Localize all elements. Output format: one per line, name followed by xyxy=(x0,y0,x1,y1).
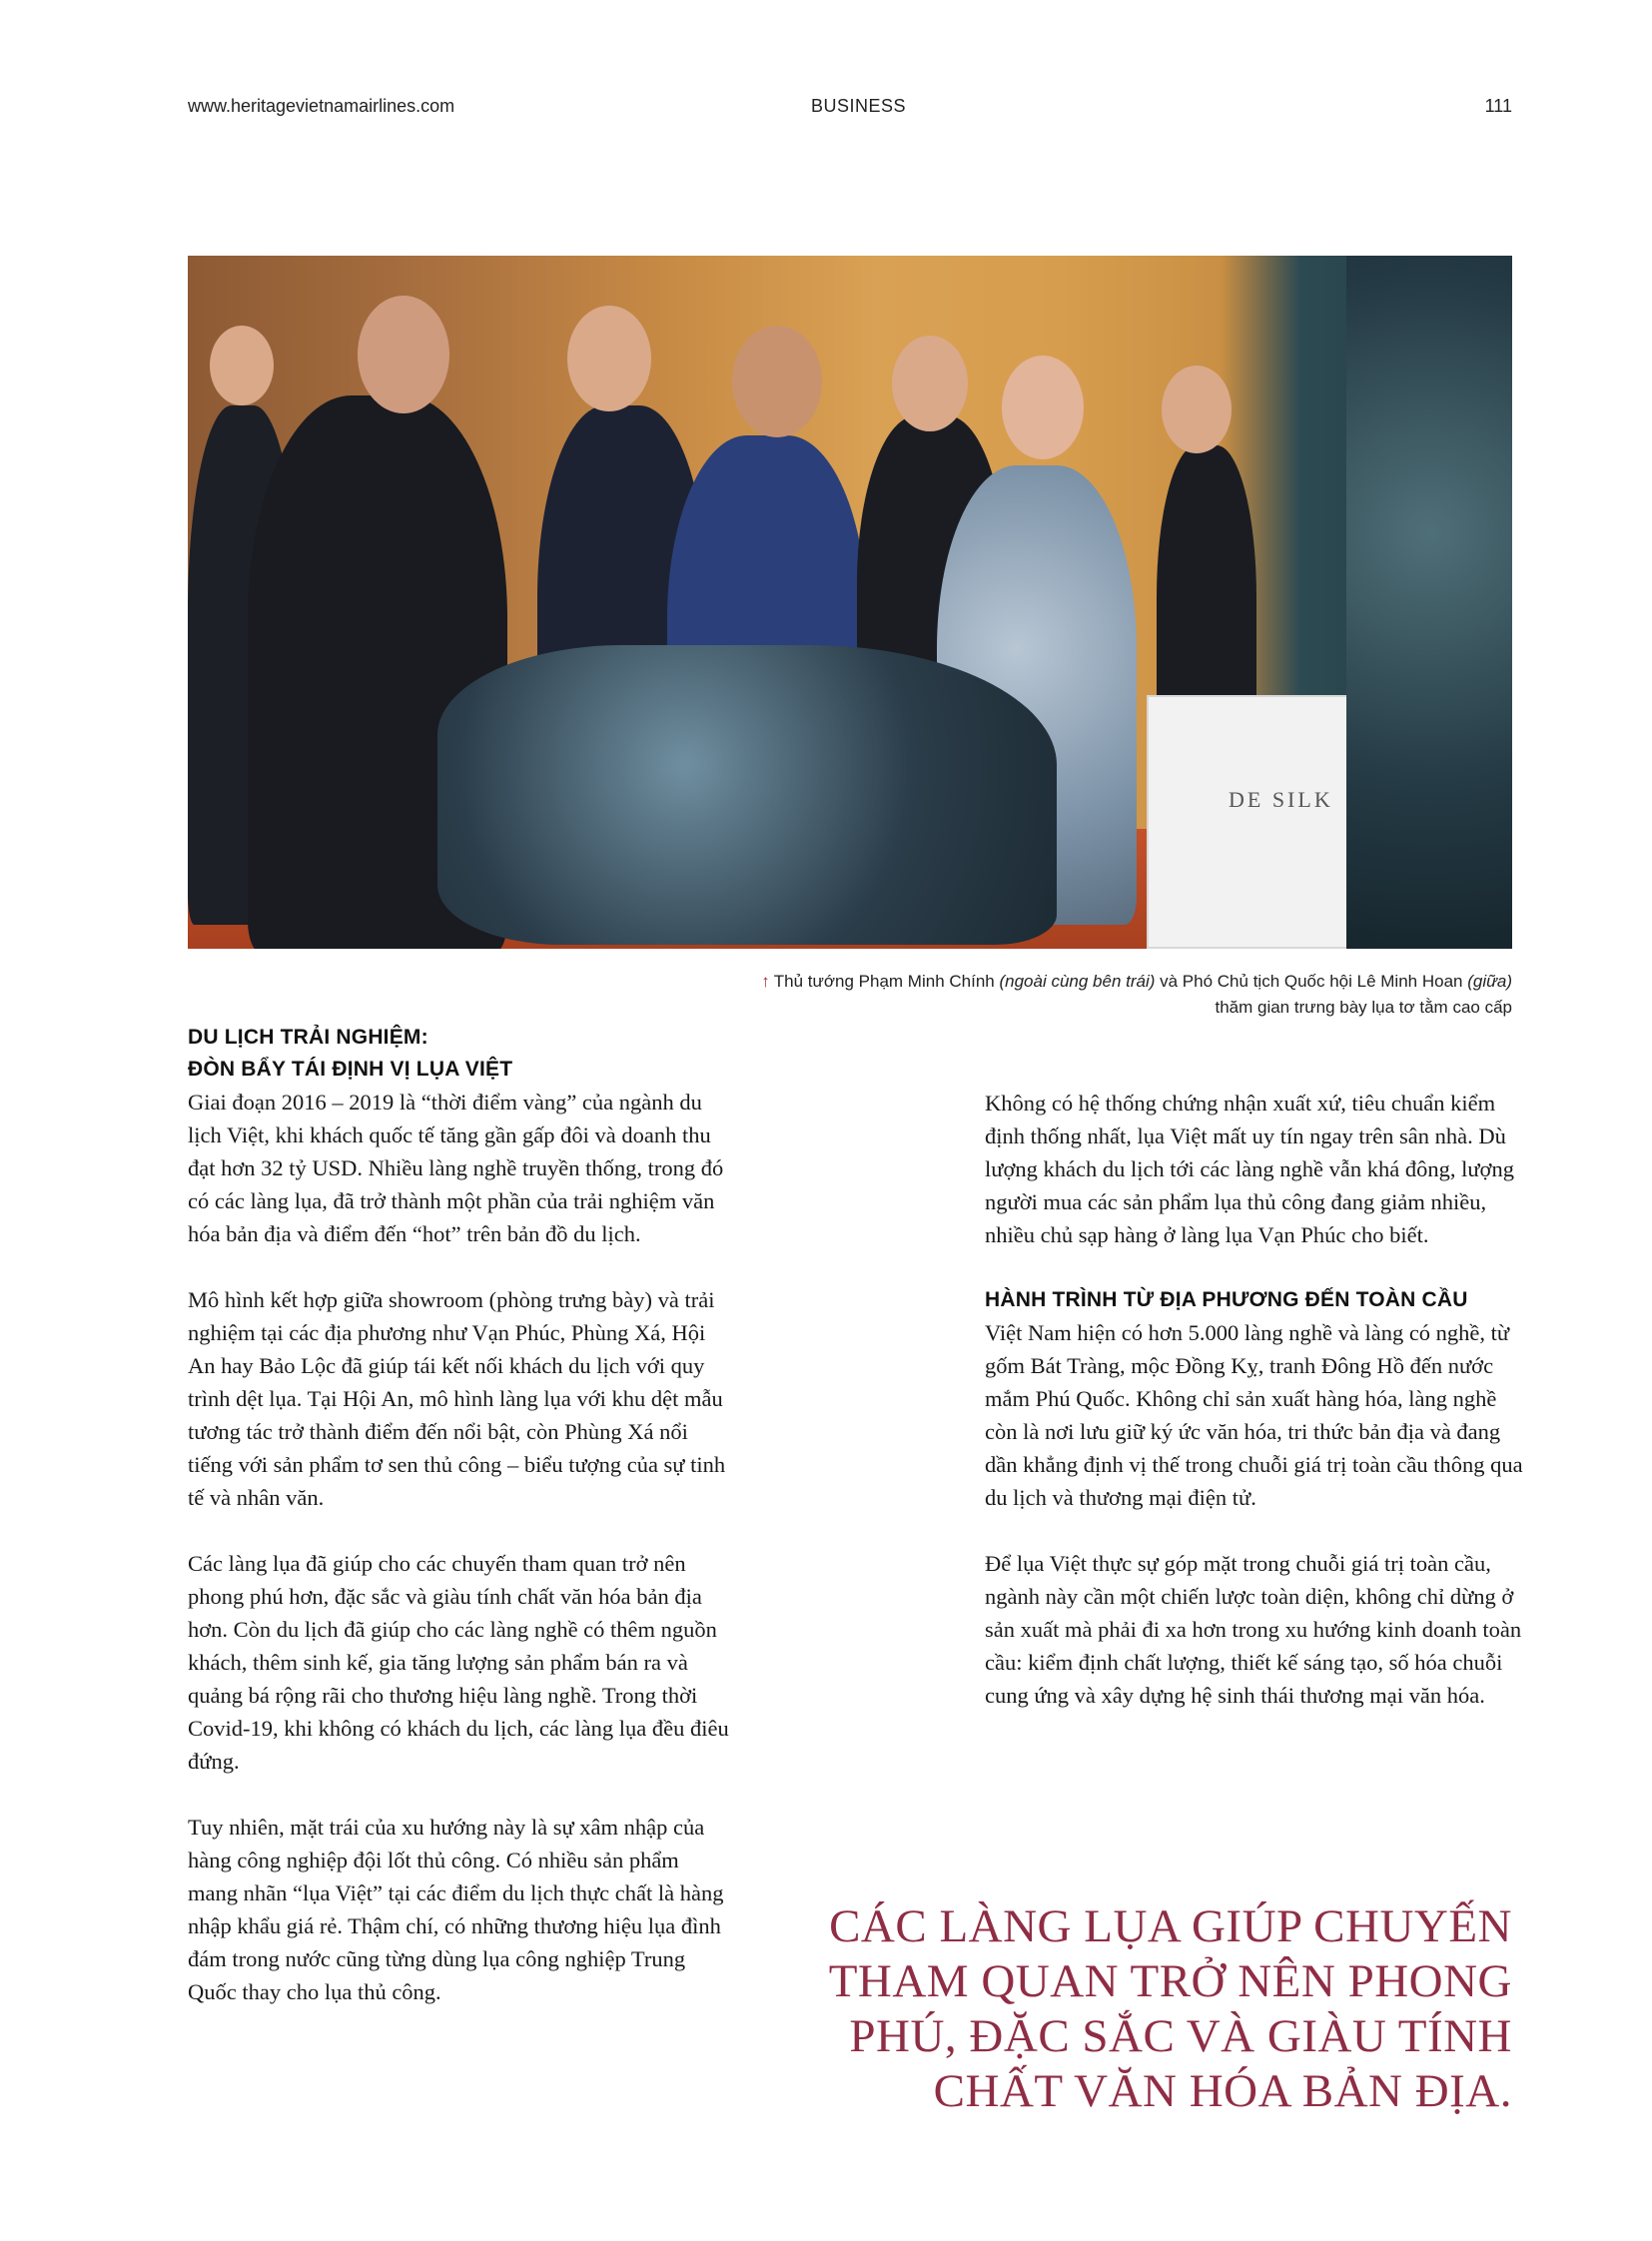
section-label: BUSINESS xyxy=(811,96,907,116)
caption-text: và Phó Chủ tịch Quốc hội Lê Minh Hoan xyxy=(1155,972,1468,991)
left-column xyxy=(188,1022,732,2041)
photo-figure-head xyxy=(1162,366,1232,453)
caption-italic: (ngoài cùng bên trái) xyxy=(999,972,1156,991)
site-url[interactable]: www.heritagevietnamairlines.com xyxy=(188,96,455,116)
feature-photo xyxy=(188,256,1512,949)
section-heading: HÀNH TRÌNH TỪ ĐỊA PHƯƠNG ĐẾN TOÀN CẦU xyxy=(985,1288,1468,1311)
silk-panel xyxy=(1346,256,1512,949)
right-column xyxy=(985,1087,1524,1745)
page-number: 111 xyxy=(1484,96,1512,116)
photo-figure-head xyxy=(210,326,274,405)
section-heading-line: ĐÒN BẨY TÁI ĐỊNH VỊ LỤA VIỆT xyxy=(188,1058,513,1081)
body-paragraph: Tuy nhiên, mặt trái của xu hướng này là sự xâm nhập của hàng công nghiệp đội lốt thủ công. Có nhiều sản phẩm mang nhãn “lụa Việt” tại các điểm du lịch thực chất là hàng nhập khẩu giá rẻ. Thậm chí, có những thương hiệu lụa đình đám trong nước cũng từng dùng lụa công nghiệp Trung Quốc thay cho lụa thủ công. xyxy=(188,1815,724,2004)
body-paragraph: Việt Nam hiện có hơn 5.000 làng nghề và làng có nghề, từ gốm Bát Tràng, mộc Đồng Kỵ, tranh Đông Hồ đến nước mắm Phú Quốc. Không chỉ sản xuất hàng hóa, làng nghề còn là nơi lưu giữ ký ức văn hóa, tri thức bản địa và đang dần khẳng định vị thế trong chuỗi giá trị toàn cầu thông qua du lịch và thương mại điện tử. xyxy=(985,1320,1523,1510)
photo-figure-head xyxy=(358,296,449,413)
photo-caption xyxy=(613,969,1512,1021)
page-header xyxy=(188,96,1512,122)
body-paragraph: Không có hệ thống chứng nhận xuất xứ, tiêu chuẩn kiểm định thống nhất, lụa Việt mất uy tín ngay trên sân nhà. Dù lượng khách du lịch tới các làng nghề vẫn khá đông, lượng người mua các sản phẩm lụa thủ công đang giảm nhiều, nhiều chủ sạp hàng ở làng lụa Vạn Phúc cho biết. xyxy=(985,1091,1514,1247)
caption-text: Thủ tướng Phạm Minh Chính xyxy=(773,972,1000,991)
body-paragraph: Mô hình kết hợp giữa showroom (phòng trưng bày) và trải nghiệm tại các địa phương như Vạn Phúc, Phùng Xá, Hội An hay Bảo Lộc đã giúp tái kết nối khách du lịch với quy trình dệt lụa. Tại Hội An, mô hình làng lụa với khu dệt mẫu tương tác trở thành điểm đến nổi bật, còn Phùng Xá nổi tiếng với sản phẩm tơ sen thủ công – biểu tượng của sự tinh tế và nhân văn. xyxy=(188,1287,726,1510)
photo-figure-head xyxy=(732,326,822,437)
caption-italic: (giữa) xyxy=(1467,972,1512,991)
silk-scarf xyxy=(437,645,1057,945)
photo-figure-head xyxy=(1002,356,1084,459)
photo-figure-head xyxy=(567,306,651,411)
body-paragraph: Để lụa Việt thực sự góp mặt trong chuỗi giá trị toàn cầu, ngành này cần một chiến lược toàn diện, không chỉ dừng ở sản xuất mà phải đi xa hơn trong xu hướng kinh doanh toàn cầu: kiểm định chất lượng, thiết kế sáng tạo, số hóa chuỗi cung ứng và xây dựng hệ sinh thái thương mại văn hóa. xyxy=(985,1551,1522,1708)
arrow-up-icon: ↑ xyxy=(761,972,770,991)
body-paragraph: Các làng lụa đã giúp cho các chuyến tham quan trở nên phong phú hơn, đặc sắc và giàu tính chất văn hóa bản địa hơn. Còn du lịch đã giúp cho các làng nghề có thêm nguồn khách, thêm sinh kế, gia tăng lượng sản phẩm bán ra và quảng bá rộng rãi cho thương hiệu làng nghề. Trong thời Covid-19, khi không có khách du lịch, các làng lụa đều điêu đứng. xyxy=(188,1551,729,1774)
pull-quote: CÁC LÀNG LỤA GIÚP CHUYẾN THAM QUAN TRỞ NÊN PHONG PHÚ, ĐẶC SẮC VÀ GIÀU TÍNH CHẤT VĂN HÓA BẢN ĐỊA. xyxy=(828,1900,1512,2117)
caption-text: thăm gian trưng bày lụa tơ tằm cao cấp xyxy=(1215,998,1512,1017)
bag-label: DE SILK xyxy=(1229,787,1333,812)
photo-figure-head xyxy=(892,336,968,431)
section-heading xyxy=(188,1022,732,1086)
body-paragraph: Giai đoạn 2016 – 2019 là “thời điểm vàng” của ngành du lịch Việt, khi khách quốc tế tăng gần gấp đôi và doanh thu đạt hơn 32 tỷ USD. Nhiều làng nghề truyền thống, trong đó có các làng lụa, đã trở thành một phần của trải nghiệm văn hóa bản địa và điểm đến “hot” trên bản đồ du lịch. xyxy=(188,1090,724,1246)
section-heading-line: DU LỊCH TRẢI NGHIỆM: xyxy=(188,1026,428,1049)
